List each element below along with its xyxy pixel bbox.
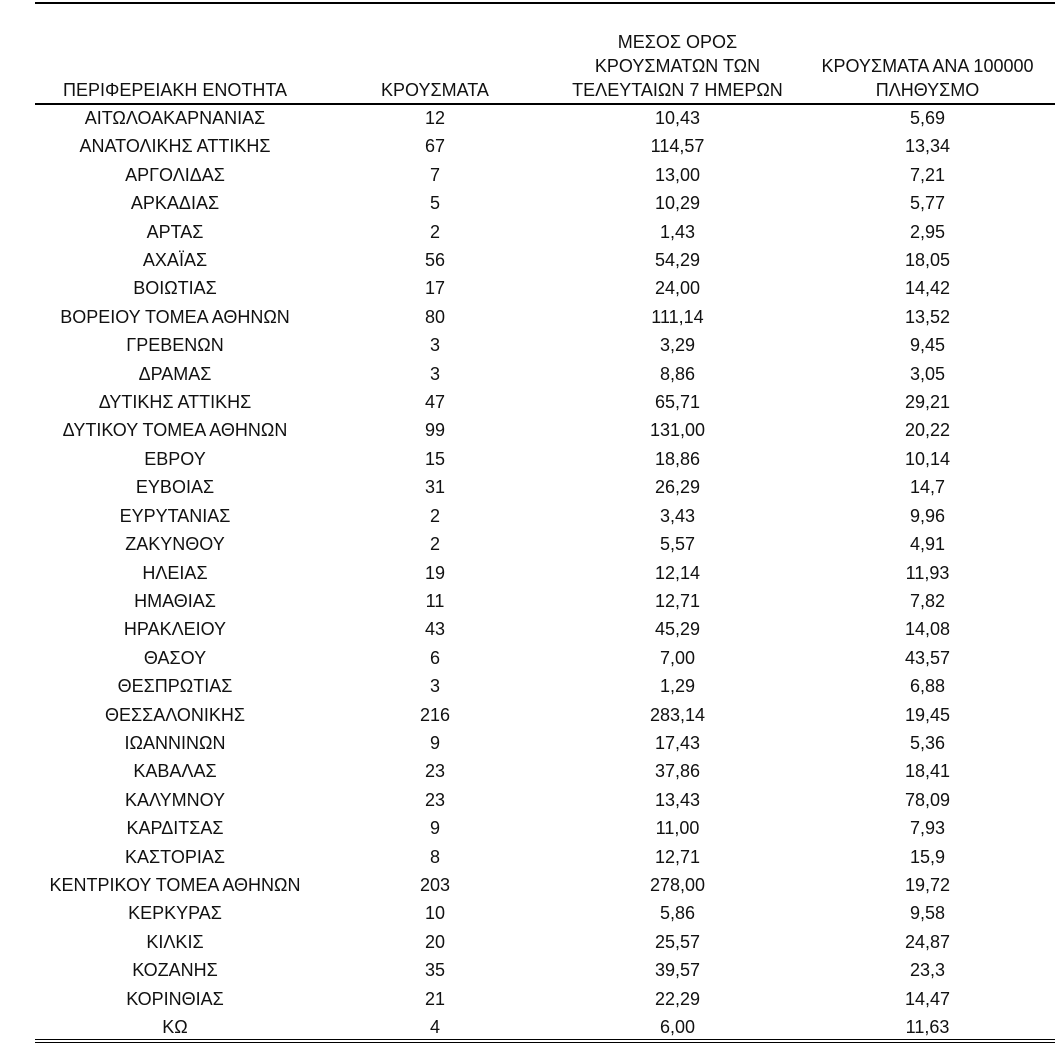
table-row	[35, 644, 1055, 672]
cell-cases-per-100k: 14,47	[904, 988, 951, 1009]
cell-cases-per-100k: 13,52	[904, 306, 951, 327]
cell-region: ΚΙΛΚΙΣ	[146, 931, 204, 952]
cell-cases-per-100k: 11,63	[905, 1017, 950, 1037]
cell-region: ΘΕΣΣΑΛΟΝΙΚΗΣ	[104, 704, 246, 725]
table-row	[35, 701, 1055, 729]
cell-cases: 10	[424, 903, 446, 924]
cell-cases-per-100k: 4,91	[909, 534, 946, 555]
cell-avg-7-days: 12,71	[654, 590, 701, 611]
cell-cases: 11	[425, 590, 445, 611]
cell-cases: 43	[424, 619, 446, 640]
cell-cases: 99	[424, 420, 446, 441]
cell-avg-7-days: 7,00	[659, 647, 696, 668]
cell-cases: 2	[429, 534, 440, 555]
cell-cases: 3	[429, 335, 440, 356]
cell-avg-7-days: 18,86	[654, 448, 701, 469]
table-row	[35, 843, 1055, 871]
cell-cases: 23	[424, 761, 446, 782]
cell-cases-per-100k: 9,58	[909, 903, 946, 924]
cell-cases: 35	[424, 960, 446, 981]
cell-region: ΕΒΡΟΥ	[144, 448, 206, 469]
table-row	[35, 161, 1055, 189]
cell-cases: 12	[424, 108, 446, 128]
cell-region: ΚΑΛΥΜΝΟΥ	[124, 789, 226, 810]
cell-region: ΖΑΚΥΝΘΟΥ	[125, 534, 225, 555]
table-row	[35, 1013, 1055, 1041]
cell-region: ΑΡΓΟΛΙΔΑΣ	[125, 164, 225, 185]
cell-avg-7-days: 10,29	[654, 193, 701, 214]
bottom-border-bottom	[35, 1042, 1055, 1043]
table-row	[35, 729, 1055, 757]
cell-avg-7-days: 5,57	[659, 534, 696, 555]
cell-cases-per-100k: 7,93	[909, 818, 946, 839]
table-row	[35, 189, 1055, 217]
cell-avg-7-days: 37,86	[654, 761, 701, 782]
cell-cases: 3	[429, 676, 440, 697]
table-row	[35, 473, 1055, 501]
table-row	[35, 814, 1055, 842]
cell-avg-7-days: 11,00	[655, 818, 700, 839]
table-row	[35, 274, 1055, 302]
cell-avg-7-days: 65,71	[654, 392, 701, 413]
table-row	[35, 416, 1055, 444]
cell-cases-per-100k: 19,72	[904, 874, 951, 895]
cell-avg-7-days: 131,00	[649, 420, 706, 441]
table-row	[35, 559, 1055, 587]
cell-cases: 31	[424, 477, 446, 498]
cell-avg-7-days: 45,29	[654, 619, 701, 640]
cell-region: ΙΩΑΝΝΙΝΩΝ	[124, 732, 226, 753]
cell-cases-per-100k: 10,14	[904, 448, 951, 469]
cell-region: ΑΙΤΩΛΟΑΚΑΡΝΑΝΙΑΣ	[84, 108, 266, 128]
table-row	[35, 331, 1055, 359]
cell-cases: 7	[429, 164, 440, 185]
cell-avg-7-days: 10,43	[654, 108, 701, 128]
cell-region: ΒΟΡΕΙΟΥ ΤΟΜΕΑ ΑΘΗΝΩΝ	[60, 306, 290, 327]
cell-region: ΘΕΣΠΡΩΤΙΑΣ	[117, 676, 233, 697]
table-row	[35, 786, 1055, 814]
cell-cases: 6	[429, 647, 440, 668]
cell-cases-per-100k: 7,21	[909, 164, 946, 185]
table-row	[35, 360, 1055, 388]
cell-region: ΑΡΚΑΔΙΑΣ	[130, 193, 220, 214]
table-row	[35, 132, 1055, 160]
cell-cases-per-100k: 14,42	[904, 278, 951, 299]
cell-cases-per-100k: 23,3	[909, 960, 946, 981]
cell-avg-7-days: 13,43	[654, 789, 701, 810]
cell-cases-per-100k: 9,96	[909, 505, 946, 526]
cell-region: ΗΜΑΘΙΑΣ	[134, 590, 216, 611]
cell-region: ΗΛΕΙΑΣ	[142, 562, 208, 583]
cell-avg-7-days: 6,00	[659, 1017, 696, 1037]
cell-avg-7-days: 12,71	[654, 846, 701, 867]
cell-avg-7-days: 24,00	[654, 278, 701, 299]
cell-cases-per-100k: 24,87	[904, 931, 951, 952]
cell-cases: 9	[429, 818, 440, 839]
cell-cases: 20	[424, 931, 446, 952]
cell-region: ΚΑΒΑΛΑΣ	[133, 761, 217, 782]
cell-avg-7-days: 17,43	[654, 732, 701, 753]
cell-cases: 9	[429, 732, 440, 753]
table-row	[35, 218, 1055, 246]
cell-cases: 47	[424, 392, 446, 413]
cell-cases-per-100k: 6,88	[909, 676, 946, 697]
cell-region: ΕΥΒΟΙΑΣ	[135, 477, 215, 498]
cell-cases-per-100k: 18,41	[904, 761, 951, 782]
cell-avg-7-days: 1,29	[659, 676, 696, 697]
table-row	[35, 388, 1055, 416]
cell-cases: 216	[419, 704, 451, 725]
table-row	[35, 303, 1055, 331]
cell-region: ΚΟΖΑΝΗΣ	[132, 960, 218, 981]
cell-avg-7-days: 12,14	[654, 562, 701, 583]
cell-cases: 21	[424, 988, 446, 1009]
cell-region: ΚΑΣΤΟΡΙΑΣ	[125, 846, 225, 867]
cell-cases: 23	[424, 789, 446, 810]
cell-cases-per-100k: 15,9	[909, 846, 946, 867]
cell-cases: 2	[429, 221, 440, 242]
header-cases-per-100k: ΚΡΟΥΣΜΑΤΑ ΑΝΑ 100000 ΠΛΗΘΥΣΜΟ	[821, 56, 1034, 100]
cell-cases-per-100k: 20,22	[904, 420, 951, 441]
cell-region: ΘΑΣΟΥ	[143, 647, 207, 668]
table-row	[35, 956, 1055, 984]
cell-avg-7-days: 13,00	[654, 164, 701, 185]
cell-region: ΔΥΤΙΚΗΣ ΑΤΤΙΚΗΣ	[98, 392, 252, 413]
table-row	[35, 587, 1055, 615]
table-row	[35, 899, 1055, 927]
cell-cases-per-100k: 5,69	[909, 108, 946, 128]
cell-region: ΒΟΙΩΤΙΑΣ	[133, 278, 217, 299]
cell-cases: 3	[429, 363, 440, 384]
cell-avg-7-days: 26,29	[654, 477, 701, 498]
table-row	[35, 104, 1055, 132]
cell-region: ΑΧΑΪΑΣ	[142, 250, 208, 271]
cell-cases: 80	[424, 306, 446, 327]
cell-region: ΑΝΑΤΟΛΙΚΗΣ ΑΤΤΙΚΗΣ	[79, 136, 271, 157]
cell-avg-7-days: 22,29	[654, 988, 701, 1009]
cell-avg-7-days: 5,86	[659, 903, 696, 924]
cell-avg-7-days: 8,86	[659, 363, 696, 384]
cell-region: ΔΡΑΜΑΣ	[138, 363, 212, 384]
cell-cases: 2	[429, 505, 440, 526]
cell-avg-7-days: 111,14	[651, 306, 704, 327]
table-row	[35, 871, 1055, 899]
cell-region: ΚΕΝΤΡΙΚΟΥ ΤΟΜΕΑ ΑΘΗΝΩΝ	[49, 874, 301, 895]
cell-cases-per-100k: 13,34	[904, 136, 951, 157]
cell-cases-per-100k: 78,09	[904, 789, 951, 810]
table-row	[35, 672, 1055, 700]
cell-avg-7-days: 3,43	[659, 505, 696, 526]
cell-cases: 19	[424, 562, 446, 583]
cell-cases: 67	[424, 136, 446, 157]
cell-cases-per-100k: 11,93	[905, 562, 950, 583]
table-row	[35, 928, 1055, 956]
table-row	[35, 615, 1055, 643]
cell-region: ΔΥΤΙΚΟΥ ΤΟΜΕΑ ΑΘΗΝΩΝ	[62, 420, 288, 441]
cell-region: ΚΑΡΔΙΤΣΑΣ	[126, 818, 224, 839]
cell-cases: 17	[424, 278, 446, 299]
cell-region: ΕΥΡΥΤΑΝΙΑΣ	[119, 505, 231, 526]
cell-region: ΚΕΡΚΥΡΑΣ	[128, 903, 222, 924]
cell-cases-per-100k: 14,08	[904, 619, 951, 640]
cell-avg-7-days: 278,00	[649, 874, 706, 895]
cell-region: ΚΩ	[162, 1017, 188, 1037]
cell-avg-7-days: 1,43	[659, 221, 696, 242]
cell-cases: 15	[424, 448, 446, 469]
cell-avg-7-days: 25,57	[654, 931, 701, 952]
cell-cases-per-100k: 19,45	[904, 704, 951, 725]
cell-avg-7-days: 3,29	[659, 335, 696, 356]
cell-region: ΗΡΑΚΛΕΙΟΥ	[123, 619, 227, 640]
cell-cases-per-100k: 5,36	[909, 732, 946, 753]
cell-cases: 56	[424, 250, 446, 271]
top-border	[35, 2, 1055, 4]
cell-avg-7-days: 39,57	[654, 960, 701, 981]
header-row	[35, 22, 1055, 104]
cell-cases-per-100k: 9,45	[909, 335, 946, 356]
cases-table	[35, 22, 1055, 1041]
header-region: ΠΕΡΙΦΕΡΕΙΑΚΗ ΕΝΟΤΗΤΑ	[62, 80, 288, 100]
cell-cases: 203	[419, 874, 451, 895]
cell-avg-7-days: 54,29	[654, 250, 701, 271]
table-row	[35, 445, 1055, 473]
cell-cases-per-100k: 14,7	[909, 477, 946, 498]
cell-cases-per-100k: 7,82	[909, 590, 946, 611]
cell-cases-per-100k: 43,57	[904, 647, 951, 668]
cell-region: ΓΡΕΒΕΝΩΝ	[126, 335, 224, 356]
table-row	[35, 246, 1055, 274]
cell-cases-per-100k: 3,05	[909, 363, 946, 384]
table-row	[35, 502, 1055, 530]
cell-cases-per-100k: 29,21	[904, 392, 951, 413]
bottom-border-top	[35, 1039, 1055, 1040]
cell-region: ΑΡΤΑΣ	[146, 221, 204, 242]
cell-avg-7-days: 283,14	[649, 704, 706, 725]
table-body	[35, 104, 1055, 1041]
cell-cases-per-100k: 2,95	[909, 221, 946, 242]
cell-cases: 5	[429, 193, 440, 214]
cell-region: ΚΟΡΙΝΘΙΑΣ	[126, 988, 224, 1009]
table-row	[35, 985, 1055, 1013]
cell-cases-per-100k: 5,77	[909, 193, 946, 214]
cell-cases-per-100k: 18,05	[904, 250, 951, 271]
table-row	[35, 530, 1055, 558]
cell-cases: 8	[429, 846, 440, 867]
header-avg-7-days: ΜΕΣΟΣ ΟΡΟΣ ΚΡΟΥΣΜΑΤΩΝ ΤΩΝ ΤΕΛΕΥΤΑΙΩΝ 7 ΗΜΕΡΩΝ	[572, 32, 783, 100]
cell-avg-7-days: 114,57	[650, 136, 705, 157]
cell-cases: 4	[429, 1017, 440, 1037]
table-row	[35, 757, 1055, 785]
header-cases: ΚΡΟΥΣΜΑΤΑ	[381, 80, 489, 100]
